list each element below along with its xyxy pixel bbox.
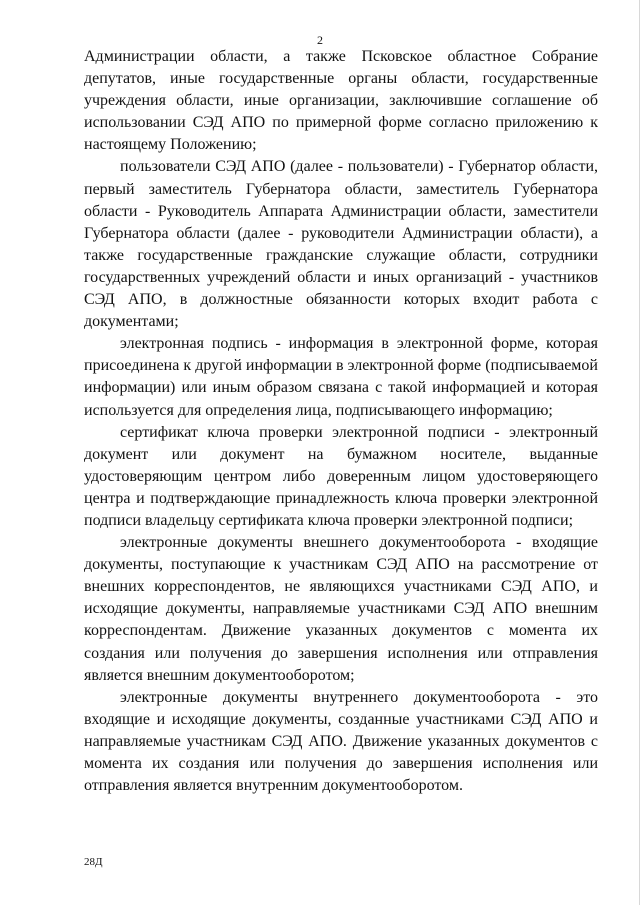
- paragraph-external-docflow-definition: электронные документы внешнего документооборота - входящие документы, поступающие к участникам СЭД АПО на рассмотрение от внешних корреспондентов, не являющихся участниками СЭД АПО, и исходящие документы, направляемые участниками СЭД АПО внешним корреспондентам. Движение указанных документов с момента их создания или получения до завершения исполнения или отправления является внешним документооборотом;: [84, 534, 598, 684]
- paragraph-electronic-signature-definition: электронная подпись - информация в электронной форме, которая присоединена к другой информации в электронной форме (подписываемой информации) или иным образом связана с такой информацией и которая используется для определения лица, подписывающего информацию;: [84, 335, 598, 419]
- page-number: 2: [317, 33, 323, 47]
- paragraph-certificate-definition: сертификат ключа проверки электронной подписи - электронный документ или документ на бумажном носителе, выданные удостоверяющим центром либо доверенным лицом удостоверяющего центра и подтверждающие принадлежность ключа проверки электронной подписи владельцу сертификата ключа проверки электронной подписи;: [84, 423, 598, 529]
- paragraph-users-definition: пользователи СЭД АПО (далее - пользователи) - Губернатор области, первый заместитель Губернатора области, заместитель Губернатора области - Руководитель Аппарата Администрации области, заместители Губернатора области (далее - руководители Администрации области), а также государственные гражданские служащие области, сотрудники государственных учреждений области и иных организаций - участников СЭД АПО, в должностные обязанности которых входит работа с документами;: [84, 158, 598, 331]
- paragraph-internal-docflow-definition: электронные документы внутреннего документооборота - это входящие и исходящие документы, созданные участниками СЭД АПО и направляемые участникам СЭД АПО. Движение указанных документов с момента их создания или получения до завершения исполнения или отправления является внутренним документооборотом.: [84, 688, 598, 795]
- paragraph-continuation: Администрации области, а также Псковское областное Собрание депутатов, иные государственные органы области, государственные учреждения области, иные организации, заключившие соглашение об использовании СЭД АПО по примерной форме согласно приложению к настоящему Положению;: [84, 48, 598, 154]
- footer-code: 28Д: [84, 856, 103, 868]
- document-body: [84, 46, 598, 797]
